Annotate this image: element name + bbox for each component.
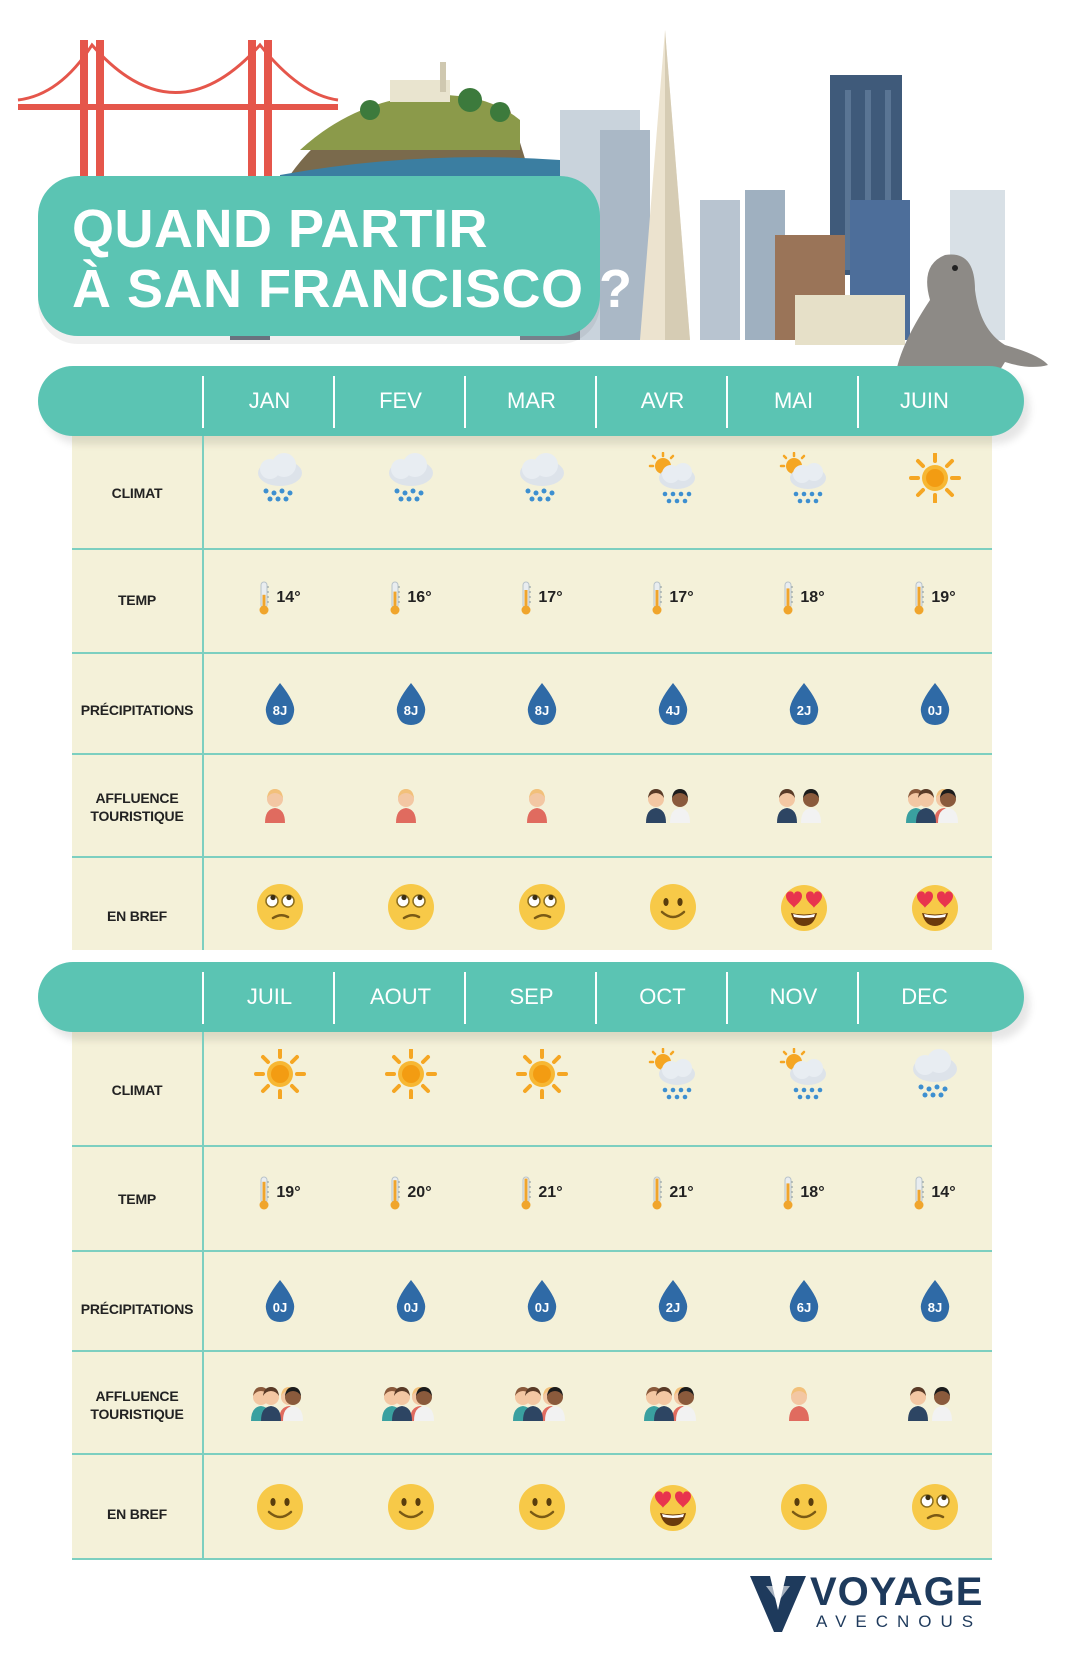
temperature-cell xyxy=(476,578,607,618)
thermometer-icon xyxy=(389,581,401,615)
temperature-cell xyxy=(607,578,738,618)
logo-brand-text: VOYAGE xyxy=(810,1570,984,1614)
month-label: MAR xyxy=(507,388,556,413)
temperature-value: 18° xyxy=(800,589,825,606)
temperature-value: 14° xyxy=(931,1184,956,1201)
month-label: OCT xyxy=(639,984,686,1009)
svg-text:2J: 2J xyxy=(796,703,811,718)
rain-drop-icon xyxy=(393,681,429,727)
tourist-crowd-cell xyxy=(214,780,345,828)
temperature-cell xyxy=(214,578,345,618)
thermometer-icon xyxy=(913,581,925,615)
temperature-value: 21° xyxy=(669,1184,694,1201)
thermometer-icon xyxy=(913,1176,925,1210)
svg-text:0J: 0J xyxy=(272,1300,287,1315)
temperature-cell xyxy=(345,578,476,618)
rain-drop-icon xyxy=(655,681,691,727)
row-label-climat: CLIMAT xyxy=(111,485,163,501)
temperature-value: 18° xyxy=(800,1184,825,1201)
rain-drop-icon xyxy=(655,1278,691,1324)
temperature-cell xyxy=(738,578,869,618)
logo-mark-icon xyxy=(748,1572,808,1634)
svg-text:8J: 8J xyxy=(534,703,549,718)
tourist-crowd-cell xyxy=(476,1378,607,1426)
tourist-crowd-icon xyxy=(642,1381,704,1423)
tourist-crowd-cell xyxy=(214,1378,345,1426)
month-header-1 xyxy=(38,366,1024,436)
tourist-crowd-cell xyxy=(869,1378,1000,1426)
rain-drop-icon xyxy=(262,681,298,727)
precipitation-cell xyxy=(476,1277,607,1325)
thermometer-icon xyxy=(782,1176,794,1210)
svg-text:0J: 0J xyxy=(927,703,942,718)
row-label-affluence xyxy=(72,1387,202,1423)
temperature-value: 19° xyxy=(276,1184,301,1201)
row-divider xyxy=(72,1350,992,1352)
tourist-crowd-cell xyxy=(345,1378,476,1426)
temperature-cell xyxy=(607,1173,738,1213)
tourist-crowd-cell xyxy=(476,780,607,828)
row-label-en-bref: EN BREF xyxy=(106,908,168,924)
eye-roll-face-icon xyxy=(345,880,476,934)
tourist-crowd-icon xyxy=(249,783,311,825)
row-divider xyxy=(72,548,992,550)
precipitation-cell xyxy=(738,680,869,728)
tourist-crowd-icon xyxy=(773,783,835,825)
temperature-value: 17° xyxy=(538,589,563,606)
precipitation-cell xyxy=(214,680,345,728)
rain-cloud-icon xyxy=(345,448,476,508)
column-divider xyxy=(202,1032,204,1560)
svg-text:0J: 0J xyxy=(403,1300,418,1315)
precipitation-cell xyxy=(869,680,1000,728)
tourist-crowd-cell xyxy=(345,780,476,828)
row-label-precipitations: PRÉCIPITATIONS xyxy=(80,1301,194,1317)
title-line-2: À SAN FRANCISCO ? xyxy=(72,259,633,319)
svg-text:8J: 8J xyxy=(403,703,418,718)
tourist-crowd-icon xyxy=(511,783,573,825)
temperature-value: 16° xyxy=(407,589,432,606)
rain-drop-icon xyxy=(917,1278,953,1324)
row-label-en-bref: EN BREF xyxy=(106,1506,168,1522)
thermometer-icon xyxy=(520,1176,532,1210)
thermometer-icon xyxy=(389,1176,401,1210)
sun-icon xyxy=(869,448,1000,508)
thermometer-icon xyxy=(651,1176,663,1210)
thermometer-icon xyxy=(258,581,270,615)
precipitation-cell xyxy=(476,680,607,728)
temperature-value: 21° xyxy=(538,1184,563,1201)
precipitation-cell xyxy=(869,1277,1000,1325)
row-label-affluence xyxy=(72,789,202,825)
eye-roll-face-icon xyxy=(476,880,607,934)
svg-text:2J: 2J xyxy=(665,1300,680,1315)
precipitation-cell xyxy=(214,1277,345,1325)
sun-rain-cloud-icon xyxy=(607,1044,738,1104)
smile-face-icon xyxy=(214,1480,345,1534)
row-label-affluence-line-2: TOURISTIQUE xyxy=(90,1406,184,1422)
title-banner xyxy=(38,176,633,336)
row-label-temp: TEMP xyxy=(117,1191,157,1207)
month-label: SEP xyxy=(509,984,554,1009)
row-divider xyxy=(72,1250,992,1252)
month-label: JUIL xyxy=(246,984,293,1009)
sun-rain-cloud-icon xyxy=(607,448,738,508)
svg-text:0J: 0J xyxy=(534,1300,549,1315)
tourist-crowd-icon xyxy=(642,783,704,825)
row-label-temp: TEMP xyxy=(117,592,157,608)
heart-eyes-face-icon xyxy=(738,880,869,934)
rain-cloud-icon xyxy=(214,448,345,508)
heart-eyes-face-icon xyxy=(869,880,1000,934)
temperature-cell xyxy=(738,1173,869,1213)
row-label-affluence-line-1: AFFLUENCE xyxy=(95,1388,179,1404)
precipitation-cell xyxy=(345,680,476,728)
tourist-crowd-icon xyxy=(773,1381,835,1423)
month-header-2 xyxy=(38,962,1024,1032)
tourist-crowd-cell xyxy=(607,780,738,828)
tourist-crowd-icon xyxy=(511,1381,573,1423)
month-label: JUIN xyxy=(900,388,949,413)
row-divider xyxy=(72,753,992,755)
smile-face-icon xyxy=(607,880,738,934)
row-divider xyxy=(72,652,992,654)
eye-roll-face-icon xyxy=(214,880,345,934)
column-divider xyxy=(202,436,204,950)
temperature-value: 19° xyxy=(931,589,956,606)
temperature-cell xyxy=(214,1173,345,1213)
sun-icon xyxy=(214,1044,345,1104)
thermometer-icon xyxy=(520,581,532,615)
svg-text:4J: 4J xyxy=(665,703,680,718)
smile-face-icon xyxy=(345,1480,476,1534)
rain-drop-icon xyxy=(524,681,560,727)
row-divider xyxy=(72,1145,992,1147)
tourist-crowd-icon xyxy=(904,783,966,825)
svg-text:8J: 8J xyxy=(927,1300,942,1315)
tourist-crowd-icon xyxy=(380,1381,442,1423)
temperature-value: 20° xyxy=(407,1184,432,1201)
rain-cloud-icon xyxy=(476,448,607,508)
tourist-crowd-icon xyxy=(249,1381,311,1423)
precipitation-cell xyxy=(345,1277,476,1325)
sun-rain-cloud-icon xyxy=(738,1044,869,1104)
month-label: AOUT xyxy=(369,984,432,1009)
thermometer-icon xyxy=(651,581,663,615)
tourist-crowd-cell xyxy=(607,1378,738,1426)
tourist-crowd-icon xyxy=(380,783,442,825)
rain-drop-icon xyxy=(786,1278,822,1324)
thermometer-icon xyxy=(258,1176,270,1210)
month-label: DEC xyxy=(901,984,948,1009)
month-label: NOV xyxy=(769,984,818,1009)
row-label-affluence-line-1: AFFLUENCE xyxy=(95,790,179,806)
month-label: MAI xyxy=(773,388,814,413)
month-label: JAN xyxy=(248,388,291,413)
rain-cloud-icon xyxy=(869,1044,1000,1104)
sun-icon xyxy=(476,1044,607,1104)
heart-eyes-face-icon xyxy=(607,1480,738,1534)
sun-icon xyxy=(345,1044,476,1104)
logo-sub-text: AVECNOUS xyxy=(816,1612,983,1631)
rain-drop-icon xyxy=(917,681,953,727)
month-label: AVR xyxy=(640,388,685,413)
month-label: FEV xyxy=(379,388,422,413)
svg-text:6J: 6J xyxy=(796,1300,811,1315)
tourist-crowd-cell xyxy=(738,1378,869,1426)
eye-roll-face-icon xyxy=(869,1480,1000,1534)
precipitation-cell xyxy=(738,1277,869,1325)
title-line-1: QUAND PARTIR xyxy=(72,199,488,259)
temperature-cell xyxy=(345,1173,476,1213)
temperature-value: 17° xyxy=(669,589,694,606)
rain-drop-icon xyxy=(786,681,822,727)
row-divider xyxy=(72,1453,992,1455)
rain-drop-icon xyxy=(393,1278,429,1324)
row-label-climat: CLIMAT xyxy=(111,1082,163,1098)
row-label-affluence-line-2: TOURISTIQUE xyxy=(90,808,184,824)
voyage-avecnous-logo xyxy=(748,1570,998,1640)
tourist-crowd-cell xyxy=(869,780,1000,828)
smile-face-icon xyxy=(738,1480,869,1534)
svg-text:8J: 8J xyxy=(272,703,287,718)
tourist-crowd-icon xyxy=(904,1381,966,1423)
temperature-cell xyxy=(476,1173,607,1213)
thermometer-icon xyxy=(782,581,794,615)
temperature-value: 14° xyxy=(276,589,301,606)
rain-drop-icon xyxy=(262,1278,298,1324)
rain-drop-icon xyxy=(524,1278,560,1324)
sun-rain-cloud-icon xyxy=(738,448,869,508)
precipitation-cell xyxy=(607,680,738,728)
tourist-crowd-cell xyxy=(738,780,869,828)
smile-face-icon xyxy=(476,1480,607,1534)
precipitation-cell xyxy=(607,1277,738,1325)
temperature-cell xyxy=(869,578,1000,618)
temperature-cell xyxy=(869,1173,1000,1213)
row-divider xyxy=(72,1558,992,1560)
row-divider xyxy=(72,856,992,858)
row-label-precipitations: PRÉCIPITATIONS xyxy=(80,702,194,718)
